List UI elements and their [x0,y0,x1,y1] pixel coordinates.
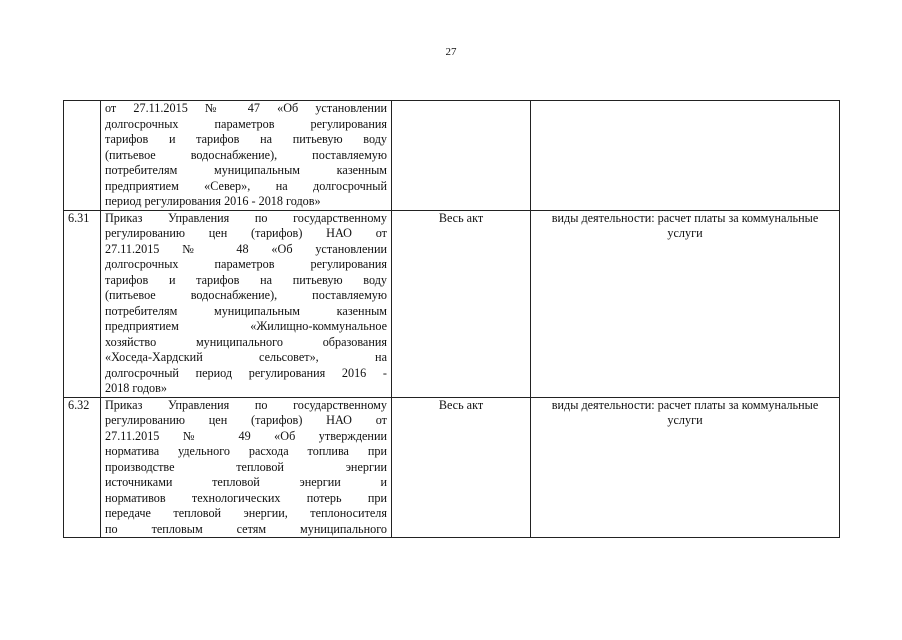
act-description-cell [101,210,392,397]
description-line: (питьевое водоснабжение), поставляемую [105,288,387,302]
description-line: (питьевое водоснабжение), поставляемую [105,147,387,162]
description-line: «Хоседа-Хардский сельсовет», на [105,350,387,364]
activity-note-cell: виды деятельности: расчет платы за коммунальные услуги [531,210,840,397]
description-line: от 27.11.2015 № 47 «Об установлении [105,101,387,115]
act-description-cell [101,101,392,211]
description-line: норматива удельного расхода топлива при [105,444,387,458]
act-description-cell [101,397,392,538]
description-line: предприятием «Жилищно-коммунальное [105,319,387,333]
description-line: потребителям муниципальным казенным [105,163,387,177]
legal-acts-table [63,100,840,538]
description-line: тарифов и тарифов на питьевую воду [105,272,387,287]
row-number-cell: 6.32 [64,397,101,538]
description-line: хозяйство муниципального образования [105,334,387,349]
description-line: по тепловым сетям муниципального [105,521,387,536]
table-row [64,397,840,538]
description-line: долгосрочных параметров регулирования [105,116,387,131]
page-number: 27 [445,46,457,58]
description-line: Приказ Управления по государственному [105,210,387,225]
description-line: предприятием «Север», на долгосрочный [105,178,387,193]
description-line: Приказ Управления по государственному [105,397,387,412]
row-number-cell: 6.31 [64,210,101,397]
description-line: потребителям муниципальным казенным [105,303,387,318]
activity-note-cell: виды деятельности: расчет платы за коммунальные услуги [531,397,840,538]
description-line: 27.11.2015 № 49 «Об утверждении [105,428,387,443]
description-line: регулированию цен (тарифов) НАО от [105,413,387,427]
act-scope-cell: Весь акт [392,210,531,397]
activity-note-cell [531,101,840,211]
description-line: 27.11.2015 № 48 «Об установлении [105,241,387,256]
description-line: период регулирования 2016 - 2018 годов» [105,194,321,208]
act-scope-cell: Весь акт [392,397,531,538]
description-line: долгосрочных параметров регулирования [105,257,387,271]
row-number-cell [64,101,101,211]
act-scope-cell [392,101,531,211]
description-line: производстве тепловой энергии [105,459,387,474]
description-line: тарифов и тарифов на питьевую воду [105,132,387,146]
description-line: источниками тепловой энергии и [105,475,387,489]
table-row [64,101,840,211]
description-line: нормативов технологических потерь при [105,490,387,505]
description-line: регулированию цен (тарифов) НАО от [105,226,387,240]
table-row [64,210,840,397]
description-line: долгосрочный период регулирования 2016 - [105,365,387,380]
description-line: 2018 годов» [105,381,168,395]
description-line: передаче тепловой энергии, теплоносителя [105,506,387,520]
